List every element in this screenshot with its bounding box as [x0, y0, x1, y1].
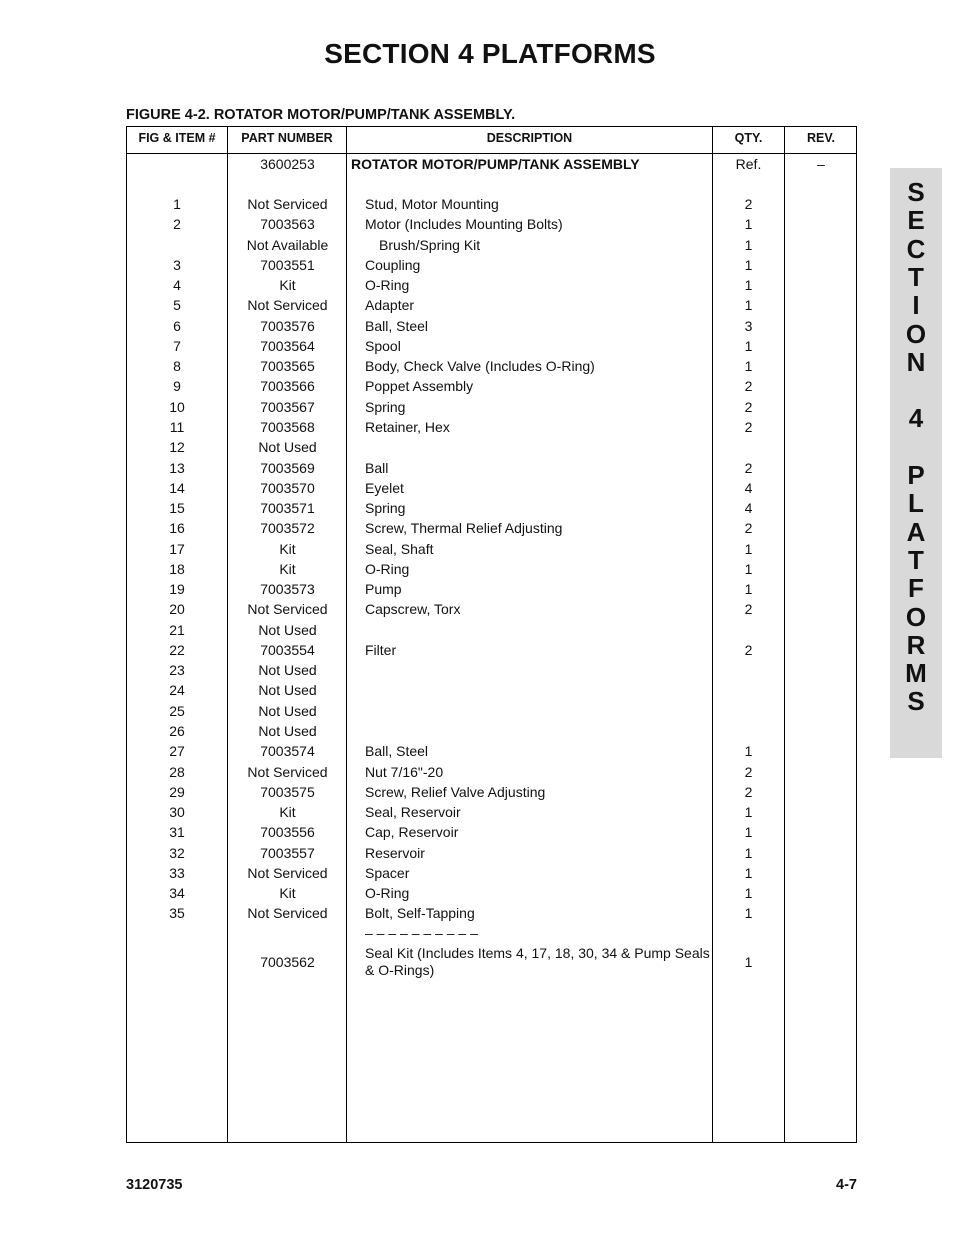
item-number: 33 — [169, 864, 185, 881]
table-row — [127, 215, 858, 235]
item-number: 1 — [173, 196, 181, 212]
description: O-Ring — [365, 277, 410, 294]
quantity: 2 — [744, 378, 753, 395]
separator-row — [127, 924, 858, 944]
description: Nut 7/16"-20 — [365, 763, 444, 780]
part-number: 7003575 — [260, 783, 315, 800]
description: Ball — [365, 459, 389, 476]
header-rev: REV. — [806, 131, 836, 145]
part-number: Not Serviced — [247, 297, 328, 314]
table-row — [127, 864, 858, 884]
quantity: 2 — [744, 763, 753, 780]
side-tab-letter: S — [907, 686, 925, 717]
item-number: 19 — [169, 581, 185, 598]
part-number: Kit — [279, 885, 296, 902]
side-tab-letter: S — [907, 177, 925, 207]
description: Reservoir — [365, 844, 425, 861]
quantity: 1 — [744, 216, 753, 233]
header-divider — [127, 153, 856, 154]
item-number: 12 — [169, 439, 185, 456]
side-tab-letter: 4 — [908, 403, 924, 434]
item-number: 9 — [173, 378, 181, 395]
description: Motor (Includes Mounting Bolts) — [365, 216, 563, 233]
item-number: 23 — [169, 662, 185, 679]
part-number: Not Used — [258, 723, 317, 740]
item-number: 35 — [169, 905, 185, 922]
part-number: 7003567 — [260, 398, 315, 415]
side-tab-letter: E — [907, 205, 925, 236]
description: Adapter — [365, 297, 415, 314]
part-number: 7003569 — [260, 459, 315, 476]
section-side-tab — [890, 168, 942, 758]
table-row — [127, 256, 858, 276]
table-row — [127, 540, 858, 560]
item-number: 8 — [173, 358, 181, 375]
description: Stud, Motor Mounting — [365, 196, 499, 212]
part-number: Not Used — [258, 682, 317, 699]
item-number: 24 — [169, 682, 185, 699]
item-number: 18 — [169, 560, 185, 577]
item-number: 10 — [169, 398, 185, 415]
assembly-part-number: 3600253 — [260, 156, 315, 172]
description: O-Ring — [365, 885, 410, 902]
table-row — [127, 418, 858, 438]
part-number: 7003566 — [260, 378, 315, 395]
quantity: 2 — [744, 459, 753, 476]
item-number: 29 — [169, 783, 185, 800]
item-number: 30 — [169, 804, 185, 821]
item-number: 27 — [169, 743, 185, 760]
document-number: 3120735 — [126, 1177, 183, 1193]
header-qty: QTY. — [734, 131, 763, 145]
table-row — [127, 600, 858, 620]
side-tab-letter: P — [907, 460, 925, 490]
page-number: 4-7 — [836, 1177, 857, 1193]
part-number: 7003572 — [260, 520, 315, 537]
description: Capscrew, Torx — [365, 601, 461, 618]
part-number: Kit — [279, 540, 296, 557]
item-number: 4 — [173, 277, 181, 294]
quantity: 1 — [744, 864, 753, 881]
part-number: 7003568 — [260, 418, 315, 435]
description: Cap, Reservoir — [365, 824, 459, 841]
seal-kit-qty: 1 — [744, 954, 753, 970]
item-number: 16 — [169, 520, 185, 537]
item-number: 20 — [169, 601, 185, 618]
part-number: 7003571 — [260, 500, 315, 517]
item-number: 5 — [173, 297, 181, 314]
quantity: 1 — [744, 540, 753, 557]
side-tab-letter: M — [905, 658, 927, 689]
table-row — [127, 479, 858, 499]
table-row — [127, 317, 858, 337]
table-row — [127, 377, 858, 397]
side-tab-letter: O — [905, 601, 927, 632]
quantity: 1 — [744, 560, 753, 577]
table-row — [127, 661, 858, 681]
item-number: 14 — [169, 479, 185, 496]
quantity: 3 — [744, 317, 753, 334]
item-number: 17 — [169, 540, 185, 557]
side-tab-letter: N — [906, 346, 926, 377]
part-number: 7003573 — [260, 581, 315, 598]
item-number: 25 — [169, 702, 185, 719]
table-row — [127, 702, 858, 722]
part-number: 7003576 — [260, 317, 315, 334]
side-tab-letter: F — [908, 573, 924, 604]
quantity: 1 — [744, 297, 753, 314]
quantity: 2 — [744, 520, 753, 537]
part-number: Not Used — [258, 621, 317, 638]
table-row — [127, 499, 858, 519]
part-number: Not Serviced — [247, 905, 328, 922]
part-number: Not Used — [258, 702, 317, 719]
part-number: 7003570 — [260, 479, 315, 496]
description: Spring — [365, 500, 406, 517]
part-number: Kit — [279, 560, 296, 577]
quantity: 1 — [744, 885, 753, 902]
item-number: 15 — [169, 500, 185, 517]
part-number: 7003551 — [260, 256, 315, 273]
table-row — [127, 236, 858, 256]
part-number: Kit — [279, 804, 296, 821]
quantity: 2 — [744, 196, 753, 212]
side-tab-letter: A — [906, 516, 926, 547]
part-number: 7003554 — [260, 641, 315, 658]
part-number: 7003574 — [260, 743, 315, 760]
quantity: 1 — [744, 337, 753, 354]
quantity: 2 — [744, 398, 753, 415]
item-number: 34 — [169, 885, 185, 902]
description: Pump — [365, 581, 402, 598]
side-tab-letter: L — [908, 488, 924, 519]
table-row — [127, 742, 858, 762]
table-row — [127, 357, 858, 377]
quantity: 2 — [744, 783, 753, 800]
seal-kit-part-number: 7003562 — [260, 954, 315, 970]
table-row — [127, 884, 858, 904]
assembly-qty: Ref. — [735, 156, 762, 172]
part-number: 7003563 — [260, 216, 315, 233]
table-row — [127, 337, 858, 357]
part-number: 7003565 — [260, 358, 315, 375]
description: Brush/Spring Kit — [379, 236, 481, 253]
description: Spring — [365, 398, 406, 415]
table-row — [127, 844, 858, 864]
part-number: Not Used — [258, 439, 317, 456]
seal-kit-description-line2: & O-Rings) — [365, 962, 435, 978]
quantity: 1 — [744, 358, 753, 375]
table-row — [127, 276, 858, 296]
table-row — [127, 296, 858, 316]
part-number: Kit — [279, 277, 296, 294]
part-number: 7003564 — [260, 337, 315, 354]
description: Retainer, Hex — [365, 418, 450, 435]
part-number: Not Available — [246, 236, 329, 253]
quantity: 4 — [744, 500, 753, 517]
seal-kit-row — [127, 944, 858, 984]
quantity: 1 — [744, 743, 753, 760]
part-number: Not Used — [258, 662, 317, 679]
header-part-number: PART NUMBER — [241, 131, 333, 145]
table-row — [127, 195, 858, 215]
table-row — [127, 459, 858, 479]
table-row — [127, 823, 858, 843]
description: Screw, Relief Valve Adjusting — [365, 783, 546, 800]
quantity: 1 — [744, 277, 753, 294]
description: Seal, Shaft — [365, 540, 434, 557]
quantity: 1 — [744, 236, 753, 253]
item-number: 32 — [169, 844, 185, 861]
item-number: 6 — [173, 317, 181, 334]
description: Screw, Thermal Relief Adjusting — [365, 520, 563, 537]
part-number: 7003556 — [260, 824, 315, 841]
table-row — [127, 580, 858, 600]
side-tab-letter: I — [912, 290, 920, 321]
table-row — [127, 641, 858, 661]
quantity: 1 — [744, 905, 753, 922]
quantity: 1 — [744, 824, 753, 841]
description: Body, Check Valve (Includes O-Ring) — [365, 358, 595, 375]
description: Spacer — [365, 864, 410, 881]
table-row — [127, 681, 858, 701]
table-row — [127, 803, 858, 823]
part-number: Not Serviced — [247, 196, 328, 212]
item-number: 22 — [169, 641, 185, 658]
part-number: Not Serviced — [247, 864, 328, 881]
description: Ball, Steel — [365, 743, 429, 760]
side-tab-letter: R — [906, 629, 926, 660]
section-title: SECTION 4 PLATFORMS — [324, 38, 656, 69]
item-number: 26 — [169, 723, 185, 740]
description: Coupling — [365, 256, 421, 273]
side-tab-letter: T — [908, 544, 924, 575]
description: Ball, Steel — [365, 317, 429, 334]
table-row — [127, 438, 858, 458]
item-number: 7 — [173, 337, 181, 354]
description: Poppet Assembly — [365, 378, 474, 395]
assembly-description: ROTATOR MOTOR/PUMP/TANK ASSEMBLY — [351, 156, 640, 172]
figure-title: FIGURE 4-2. ROTATOR MOTOR/PUMP/TANK ASSEMBLY. — [126, 107, 516, 123]
description: Filter — [365, 641, 397, 658]
table-row — [127, 560, 858, 580]
assembly-rev: – — [817, 156, 825, 172]
description: Spool — [365, 337, 401, 354]
table-row — [127, 783, 858, 803]
item-number: 3 — [173, 256, 181, 273]
seal-kit-description-line1: Seal Kit (Includes Items 4, 17, 18, 30, 34 & Pump Seals — [365, 945, 710, 961]
part-number: Not Serviced — [247, 601, 328, 618]
part-number: Not Serviced — [247, 763, 328, 780]
quantity: 1 — [744, 804, 753, 821]
separator: – – – – – – – – – – — [365, 925, 478, 941]
description: O-Ring — [365, 560, 410, 577]
side-tab-letter: O — [905, 318, 927, 349]
parts-table — [126, 126, 857, 1143]
description: Bolt, Self-Tapping — [365, 905, 475, 922]
table-row — [127, 621, 858, 641]
description: Seal, Reservoir — [365, 804, 461, 821]
item-number: 2 — [173, 216, 181, 233]
quantity: 1 — [744, 844, 753, 861]
quantity: 1 — [744, 581, 753, 598]
part-number: 7003557 — [260, 844, 315, 861]
side-tab-letter: T — [908, 261, 924, 292]
table-row — [127, 398, 858, 418]
table-row — [127, 519, 858, 539]
item-number: 21 — [169, 621, 185, 638]
quantity: 1 — [744, 256, 753, 273]
quantity: 2 — [744, 418, 753, 435]
quantity: 4 — [744, 479, 753, 496]
side-tab-letter: C — [906, 233, 926, 264]
quantity: 2 — [744, 641, 753, 658]
header-description: DESCRIPTION — [486, 131, 573, 145]
item-number: 13 — [169, 459, 185, 476]
assembly-row — [127, 155, 858, 175]
header-fig-item: FIG & ITEM # — [138, 131, 216, 145]
description: Eyelet — [365, 479, 404, 496]
table-row — [127, 722, 858, 742]
quantity: 2 — [744, 601, 753, 618]
item-number: 31 — [169, 824, 185, 841]
table-row — [127, 904, 858, 924]
table-row — [127, 763, 858, 783]
item-number: 28 — [169, 763, 185, 780]
item-number: 11 — [169, 418, 185, 435]
